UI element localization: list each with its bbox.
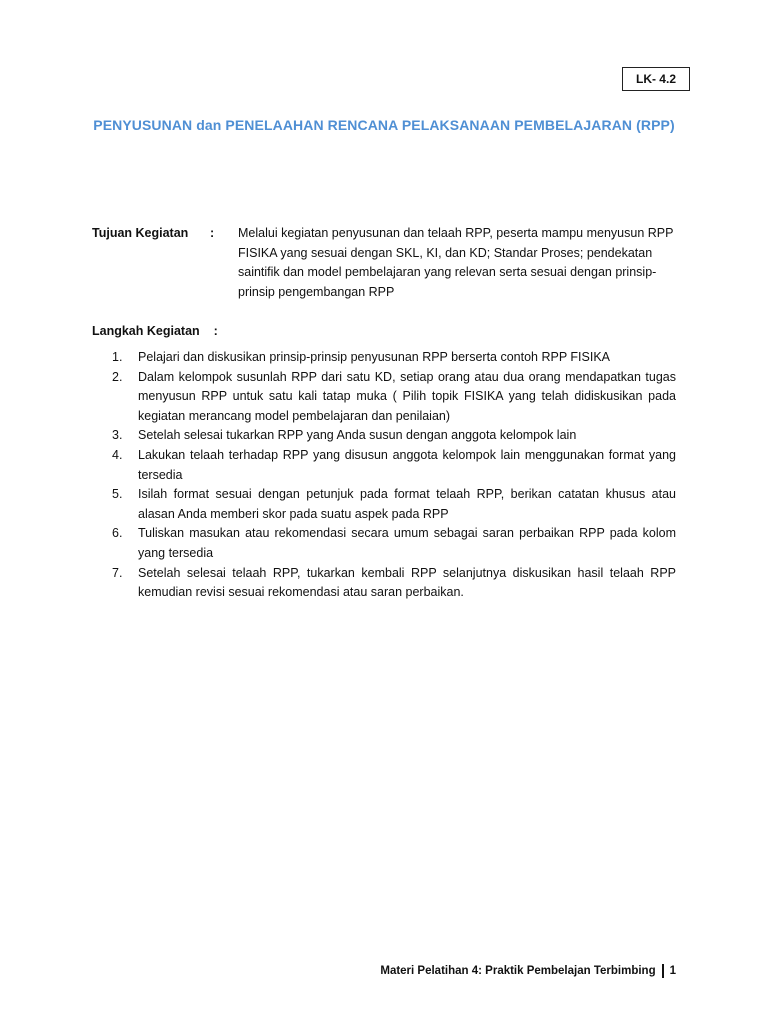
list-item xyxy=(92,348,676,368)
list-item xyxy=(92,564,676,603)
footer-separator xyxy=(662,964,664,978)
langkah-colon: : xyxy=(213,324,218,338)
list-item xyxy=(92,426,676,446)
list-item xyxy=(92,524,676,563)
tujuan-colon: : xyxy=(210,226,215,240)
tujuan-section xyxy=(92,224,682,302)
list-item-number: 5. xyxy=(112,487,123,502)
list-item-text: Lakukan telaah terhadap RPP yang disusun anggota kelompok lain menggunakan format yang tersedia xyxy=(138,447,676,482)
list-item-number: 3. xyxy=(112,428,123,443)
tujuan-label: Tujuan Kegiatan xyxy=(92,226,189,240)
list-item xyxy=(92,485,676,524)
page-number: 1 xyxy=(669,965,676,977)
list-item-text: Dalam kelompok susunlah RPP dari satu KD, setiap orang atau dua orang mendapatkan tugas menyusun RPP untuk satu kali tatap muka ( Pilih topik FISIKA yang telah didiskusikan pada kegiatan merancang model pembelajaran dan penilaian) xyxy=(138,369,676,423)
list-item-text: Setelah selesai tukarkan RPP yang Anda susun dengan anggota kelompok lain xyxy=(138,428,577,443)
list-item-number: 1. xyxy=(112,350,123,364)
worksheet-code: LK- 4.2 xyxy=(635,72,676,86)
list-item-text: Tuliskan masukan atau rekomendasi secara umum sebagai saran perbaikan RPP pada kolom yang tersedia xyxy=(138,526,676,560)
list-item-text: Setelah selesai telaah RPP, tukarkan kembali RPP selanjutnya diskusikan hasil telaah RPP kemudian revisi sesuai rekomendasi atau saran perbaikan. xyxy=(138,565,676,600)
list-item-text: Isilah format sesuai dengan petunjuk pada format telaah RPP, berikan catatan khusus atau alasan Anda memberi skor pada suatu aspek pada RPP xyxy=(138,487,676,521)
page-title: PENYUSUNAN dan PENELAAHAN RENCANA PELAKSANAAN PEMBELAJARAN (RPP) xyxy=(93,117,675,133)
list-item-number: 4. xyxy=(112,447,123,462)
langkah-label: Langkah Kegiatan xyxy=(92,324,200,338)
list-item-number: 7. xyxy=(112,565,123,580)
langkah-list xyxy=(92,348,676,603)
page-footer xyxy=(380,964,676,978)
list-item-number: 2. xyxy=(112,369,123,384)
list-item xyxy=(92,368,676,427)
list-item-number: 6. xyxy=(112,526,123,541)
tujuan-text: Melalui kegiatan penyusunan dan telaah RPP, peserta mampu menyusun RPP FISIKA yang sesuai dengan SKL, KI, dan KD; Standar Proses; pendekatan saintifik dan model pembelajaran yang relevan serta sesuai dengan prinsip-prinsip pengembangan RPP xyxy=(238,226,674,299)
worksheet-code-box xyxy=(622,67,690,91)
langkah-heading xyxy=(92,324,218,338)
list-item xyxy=(92,446,676,485)
list-item-text: Pelajari dan diskusikan prinsip-prinsip penyusunan RPP berserta contoh RPP FISIKA xyxy=(138,350,611,364)
footer-text: Materi Pelatihan 4: Praktik Pembelajan Terbimbing xyxy=(380,965,656,977)
